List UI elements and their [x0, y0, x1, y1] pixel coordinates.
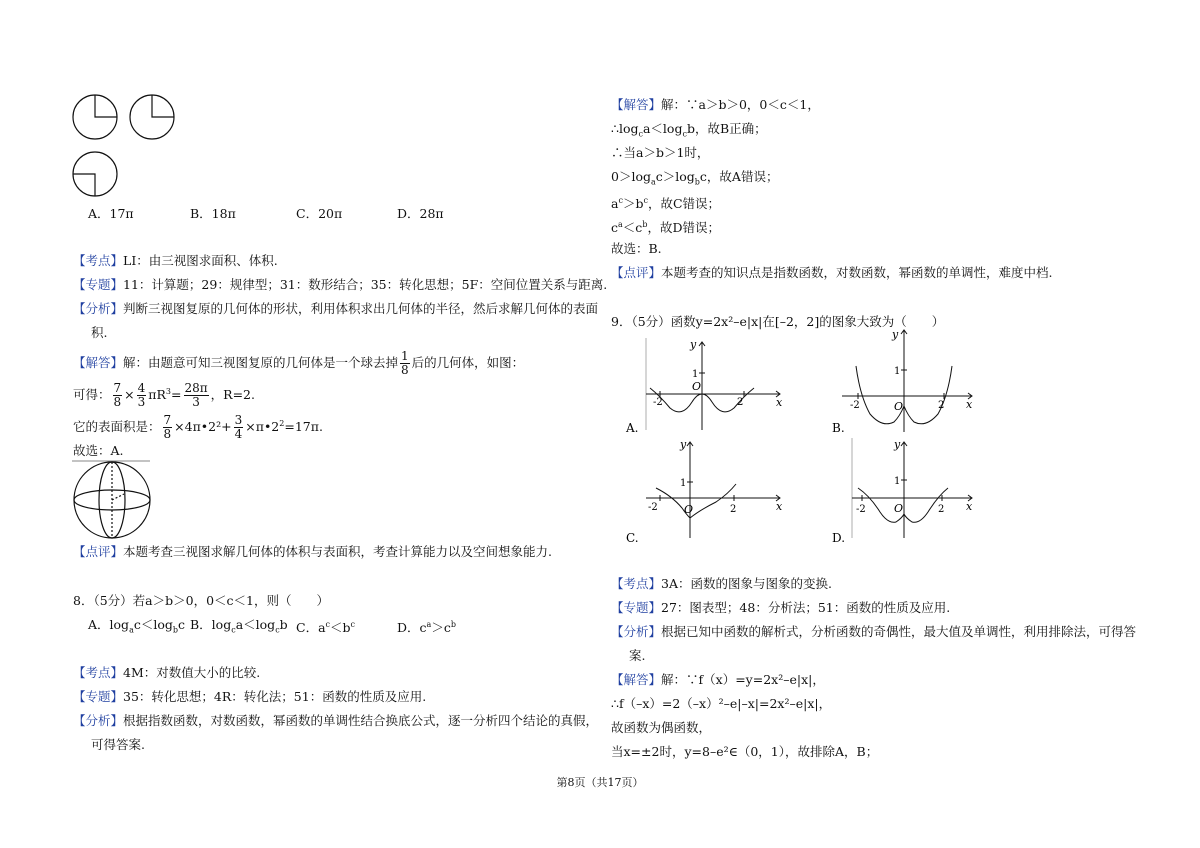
- q8-stem: 8．（5分）若a＞b＞0，0＜c＜1，则（ ）: [73, 593, 329, 608]
- q9-fenxi: 【分析】根据已知中函数的解析式，分析函数的奇偶性，最大值及单调性，利用排除法，可得答: [611, 624, 1137, 639]
- q8-step-2: $\therefore\log_ca<\log_cb$，故B正确；: [611, 121, 767, 139]
- graph-a-label: A.: [626, 421, 639, 435]
- q7-option-b: B．18π: [190, 206, 236, 221]
- graph-a: [620, 338, 790, 438]
- graph-d: [830, 438, 980, 546]
- three-view-figure: [70, 92, 180, 202]
- q7-dianping: 【点评】本题考查三视图求解几何体的体积与表面积，考查计算能力以及空间想象能力.: [73, 544, 552, 559]
- sphere-figure: [70, 458, 154, 542]
- graph-d-neg2: -2: [856, 504, 866, 515]
- q9-step-3: 故函数为偶函数，: [611, 720, 712, 735]
- q8-option-a: A．$\log_ac<\log_bc$: [88, 617, 186, 635]
- graph-b: [830, 326, 980, 438]
- q7-option-d: D．28π: [397, 206, 444, 221]
- q8-zhuanti: 【专题】35：转化思想；4R：转化法；51：函数的性质及应用.: [73, 689, 427, 704]
- page-footer: 第8页（共17页）: [556, 776, 644, 789]
- q8-jieda: 【解答】解：∵a＞b＞0，0＜c＜1，: [611, 97, 820, 112]
- q8-step-6: $c^a<c^b$，故D错误；: [611, 220, 720, 236]
- graph-b-label: B.: [832, 421, 845, 435]
- q8-step-3: ∴当a＞b＞1时，: [611, 145, 710, 160]
- graph-c-origin: O: [684, 503, 694, 516]
- q8-dianping: 【点评】本题考查的知识点是指数函数，对数函数，幂函数的单调性，难度中档.: [611, 265, 1053, 280]
- q9-zhuanti: 【专题】27：图表型；48：分析法；51：函数的性质及应用.: [611, 600, 951, 615]
- q7-fenxi-cont: 积.: [91, 325, 108, 340]
- q8-fenxi: 【分析】根据指数函数，对数函数，幂函数的单调性结合换底公式，逐一分析四个结论的真假，: [73, 713, 599, 728]
- graph-c-one: 1: [680, 478, 687, 489]
- graph-c-neg2: -2: [648, 502, 658, 513]
- graph-d-x-label: x: [966, 500, 973, 513]
- graph-a-origin: O: [692, 380, 702, 393]
- graph-b-one: 1: [894, 366, 901, 377]
- q9-stem: 9．（5分）函数y=2x²–e|x|在[–2，2]的图象大致为（ ）: [611, 314, 945, 329]
- q8-option-c: C．$a^c<b^c$: [296, 620, 356, 636]
- q7-fenxi: 【分析】判断三视图复原的几何体的形状，利用体积求出几何体的半径，然后求解几何体的表面: [73, 301, 599, 316]
- q7-volume-eq: 可得： $\frac{7}{8}$ × $\frac{4}{3}$ $\pi R^3=$ $\frac{28\pi}{3}$ ，R=2.: [73, 381, 255, 409]
- graph-a-one: 1: [692, 369, 699, 380]
- graph-a-two: 2: [737, 397, 744, 408]
- graph-d-one: 1: [894, 476, 901, 487]
- q8-fenxi-cont: 可得答案.: [91, 737, 145, 752]
- graph-c-two: 2: [730, 504, 737, 515]
- graph-a-x-label: x: [776, 396, 783, 409]
- q9-kaodian: 【考点】3A：函数的图象与图象的变换.: [611, 576, 832, 591]
- graph-d-origin: O: [894, 502, 904, 515]
- q8-answer: 故选：B.: [611, 241, 662, 256]
- q9-jieda: 【解答】解：∵f（x）=y=2x²–e|x|，: [611, 672, 825, 687]
- graph-b-neg2: -2: [850, 400, 860, 411]
- q9-fenxi-cont: 案.: [629, 648, 646, 663]
- graph-d-two: 2: [938, 504, 945, 515]
- q7-zhuanti: 【专题】11：计算题；29：规律型；31：数形结合；35：转化思想；5F：空间位置关系与距离.: [73, 277, 608, 292]
- q9-step-2: ∴f（–x）=2（–x）²–e|–x|=2x²–e|x|，: [611, 696, 832, 711]
- q8-step-4: $0>\log_ac>\log_bc$，故A错误；: [611, 169, 779, 187]
- graph-c-x-label: x: [776, 500, 783, 513]
- graph-b-origin: O: [894, 400, 904, 413]
- q8-option-d: D．$c^a>c^b$: [397, 620, 456, 636]
- graph-d-y-label: y: [894, 438, 901, 451]
- graph-c-y-label: y: [680, 438, 687, 451]
- graph-a-y-label: y: [690, 338, 697, 351]
- graph-d-label: D.: [832, 531, 846, 545]
- graph-c-label: C.: [626, 531, 639, 545]
- q7-jieda: 【解答】解：由题意可知三视图复原的几何体是一个球去掉 $\frac{1}{8}$ 后的几何体，如图：: [73, 349, 525, 377]
- graph-b-two: 2: [938, 400, 945, 411]
- q7-option-c: C．20π: [296, 206, 343, 221]
- q7-kaodian: 【考点】LI：由三视图求面积、体积.: [73, 253, 278, 268]
- graph-a-neg2: -2: [653, 397, 663, 408]
- graph-b-x-label: x: [966, 398, 973, 411]
- q8-kaodian: 【考点】4M：对数值大小的比较.: [73, 665, 261, 680]
- q7-area-eq: 它的表面积是： $\frac{7}{8}$ ×4π•2²+ $\frac{3}{4}$ $\times\pi•2^2=17\pi$.: [73, 413, 323, 441]
- q7-answer: 故选：A.: [73, 443, 124, 458]
- graph-b-y-label: y: [892, 328, 899, 341]
- q8-step-5: $a^c>b^c$，故C错误；: [611, 196, 721, 212]
- q9-step-4: 当x=±2时，y=8–e²∈（0，1），故排除A，B；: [611, 744, 879, 759]
- q7-option-a: A．17π: [88, 206, 134, 221]
- q8-option-b: B．$\log_ca<\log_cb$: [190, 617, 288, 635]
- graph-c: [620, 438, 790, 546]
